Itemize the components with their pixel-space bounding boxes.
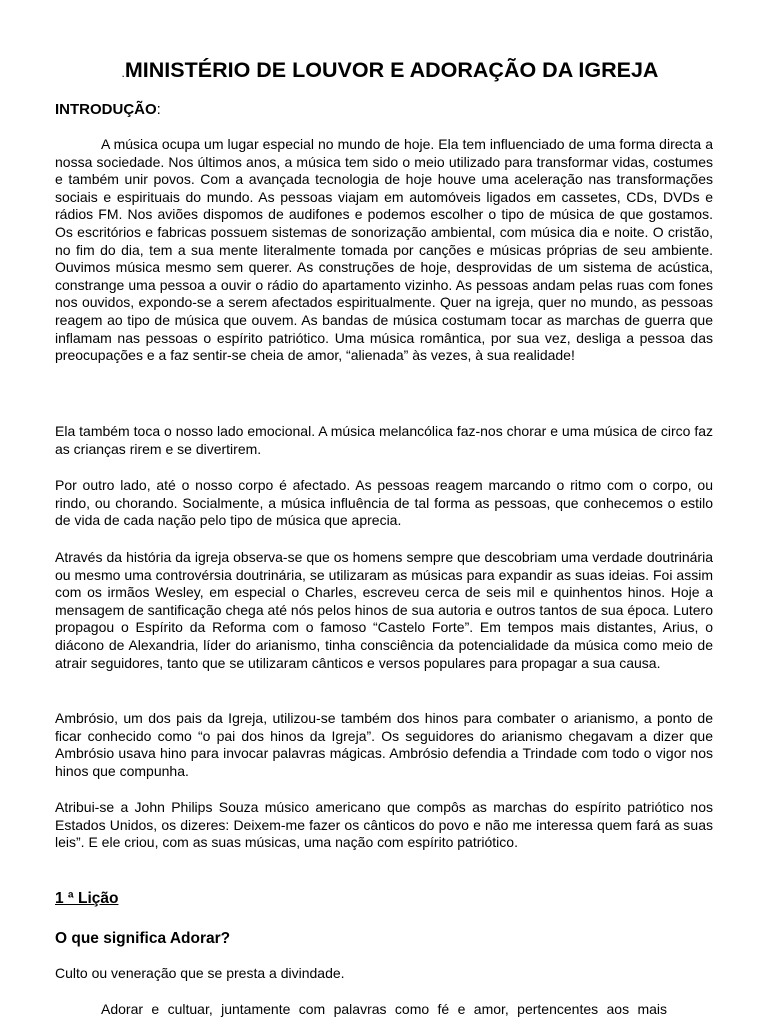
paragraph-ambrosio: Ambrósio, um dos pais da Igreja, utilizou-se também dos hinos para combater o arianismo, a ponto de ficar conhecido como “o pai dos hinos da Igreja”. Os seguidores do arianismo chegavam a dizer que Ambrósio usava hino para invocar palavras mágicas. Ambrósio defendia a Trindade com todo o vigor nos hinos que compunha. xyxy=(55,710,713,779)
intro-label: INTRODUÇÃO xyxy=(55,101,157,118)
paragraph-body: Por outro lado, até o nosso corpo é afectado. As pessoas reagem marcando o ritmo com o corpo, ou rindo, ou chorando. Socialmente, a música influência de tal forma as pessoas, que conhecemos o estilo de vida de cada nação pelo tipo de música que aprecia. xyxy=(55,477,713,529)
lesson-heading: 1 ª Lição xyxy=(55,890,119,907)
paragraph-emotional: Ela também toca o nosso lado emocional. A música melancólica faz-nos chorar e uma música de circo faz as crianças rirem e se divertirem. xyxy=(55,423,713,457)
definition-text: Culto ou veneração que se presta a divindade. xyxy=(55,965,345,981)
document-title xyxy=(60,56,720,87)
paragraph-souza: Atribui-se a John Philips Souza músico americano que compôs as marchas do espírito patriótico nos Estados Unidos, os dizeres: Deixem-me fazer os cânticos do povo e não me interessa quem fará as suas leis”. E ele criou, com as suas músicas, uma nação com espírito patriótico. xyxy=(55,799,713,851)
title-mark: . xyxy=(121,66,125,80)
intro-colon: : xyxy=(156,101,161,118)
intro-heading xyxy=(55,100,161,120)
paragraph-history: Através da história da igreja observa-se que os homens sempre que descobriam uma verdade doutrinária ou mesmo uma controvérsia doutrinária, se utilizaram as músicas para expandir as suas ideias. Foi assim com os irmãos Wesley, em especial o Charles, escreveu cerca de seis mil e quinhentos hinos. Hoje a mensagem de santificação chega até nós pelos hinos de sua autoria e outros tantos de sua época. Lutero propagou o Espírito da Reforma com o famoso “Castelo Forte”. Em tempos mais distantes, Arius, o diácono de Alexandria, líder do arianismo, tinha consciência da potencialidade da música como meio de atrair seguidores, tanto que se utilizaram cânticos e versos populares para propagar a sua causa. xyxy=(55,549,713,671)
paragraph-intro: A música ocupa um lugar especial no mundo de hoje. Ela tem influenciado de uma forma directa a nossa sociedade. Nos últimos anos, a música tem sido o meio utilizado para transformar vidas, costumes e também unir povos. Com a avançada tecnologia de hoje houve uma aceleração nas transformações sociais e espirituais do mundo. As pessoas viajam em automóveis ligados em cassetes, CDs, DVDs e rádios FM. Nos aviões dispomos de audifones e podemos escolher o tipo de música de que gostamos. Os escritórios e fabricas possuem sistemas de sonorização ambiental, com música dia e noite. O cristão, no fim do dia, tem a sua mente literalmente tomada por canções e músicas próprias de seu ambiente. Ouvimos música mesmo sem querer. As construções de hoje, desprovidas de um sistema de acústica, constrange uma pessoa a ouvir o rádio do apartamento vizinho. As pessoas andam pelas ruas com fones nos ouvidos, expondo-se a serem afectados espiritualmente. Quer na igreja, quer no mundo, as pessoas reagem ao tipo de música que ouvem. As bandas de música costumam tocar as marchas de guerra que inflamam nas pessoas o espírito patriótico. Uma música romântica, por sua vez, desliga a pessoa das preocupações e a faz sentir-se cheia de amor, “alienada” às vezes, à sua realidade! xyxy=(55,136,713,364)
title-text: MINISTÉRIO DE LOUVOR E ADORAÇÃO DA IGREJA xyxy=(124,58,659,82)
paragraph-adorar: Adorar e cultuar, juntamente com palavras como fé e amor, pertencentes aos mais xyxy=(101,1001,668,1017)
question-heading: O que significa Adorar? xyxy=(55,930,231,947)
